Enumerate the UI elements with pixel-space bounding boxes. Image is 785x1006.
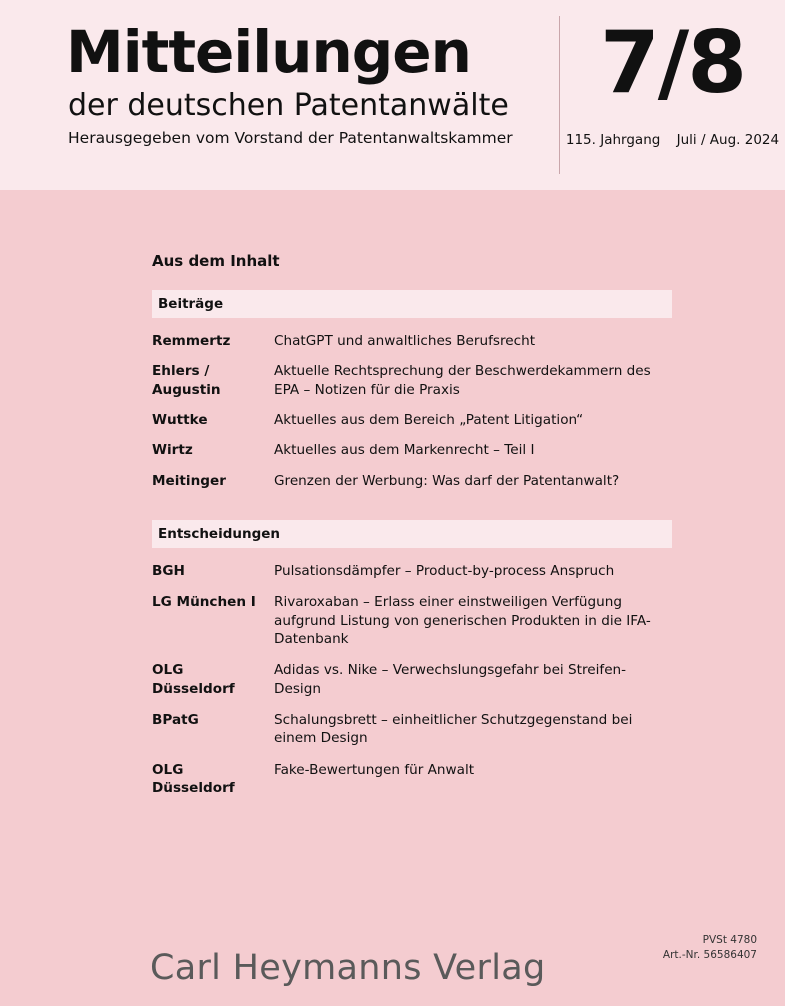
journal-publisher-line: Herausgegeben vom Vorstand der Patentanwaltskammer bbox=[68, 129, 513, 148]
entry-title: Aktuelle Rechtsprechung der Beschwerdekammern des EPA – Notizen für die Praxis bbox=[274, 363, 651, 398]
issue-volume: 115. Jahrgang bbox=[565, 132, 661, 148]
list-item bbox=[152, 411, 672, 429]
entry-author: Wirtz bbox=[152, 442, 193, 459]
contents-heading: Aus dem Inhalt bbox=[152, 252, 280, 270]
entries-entscheidungen bbox=[152, 562, 672, 797]
entry-title: Grenzen der Werbung: Was darf der Patentanwalt? bbox=[274, 472, 620, 489]
list-item bbox=[152, 362, 672, 399]
masthead bbox=[0, 0, 785, 190]
table-of-contents bbox=[152, 252, 672, 811]
footer-codes bbox=[663, 933, 757, 965]
entry-court: BGH bbox=[152, 563, 185, 580]
list-item bbox=[152, 441, 672, 459]
entry-title: Aktuelles aus dem Bereich „Patent Litigation“ bbox=[274, 412, 584, 429]
entry-title: ChatGPT und anwaltliches Berufsrecht bbox=[274, 333, 536, 349]
entry-author: Remmertz bbox=[152, 333, 231, 349]
article-number: Art.-Nr. 56586407 bbox=[662, 949, 757, 962]
entry-title: Fake-Bewertungen für Anwalt bbox=[274, 761, 475, 778]
issue-number: 7/8 bbox=[599, 13, 746, 113]
masthead-issue-block bbox=[560, 0, 785, 190]
entry-court: OLG Düsseldorf bbox=[152, 662, 235, 697]
list-item bbox=[152, 472, 672, 490]
publisher-name: Carl Heymanns Verlag bbox=[150, 948, 546, 988]
journal-title: Mitteilungen bbox=[66, 18, 471, 86]
section-band-entscheidungen: Entscheidungen bbox=[152, 520, 672, 548]
issue-meta bbox=[560, 132, 785, 148]
entry-author: Ehlers / Augustin bbox=[152, 363, 221, 398]
entry-title: Aktuelles aus dem Markenrecht – Teil I bbox=[274, 442, 535, 459]
entries-beitraege bbox=[152, 332, 672, 490]
entry-title: Rivaroxaban – Erlass einer einstweiligen Verfügung aufgrund Listung von generischen Produkten in die IFA-Datenbank bbox=[274, 594, 651, 648]
section-band-beitraege: Beiträge bbox=[152, 290, 672, 318]
entry-court: BPatG bbox=[152, 712, 199, 729]
list-item bbox=[152, 593, 672, 648]
entry-title: Pulsationsdämpfer – Product-by-process Anspruch bbox=[274, 563, 615, 580]
list-item bbox=[152, 661, 672, 698]
list-item bbox=[152, 332, 672, 350]
entry-title: Schalungsbrett – einheitlicher Schutzgegenstand bei einem Design bbox=[274, 712, 633, 747]
list-item bbox=[152, 761, 672, 798]
entry-court: LG München I bbox=[152, 594, 256, 611]
issue-date: Juli / Aug. 2024 bbox=[676, 132, 780, 148]
pvst-code: PVSt 4780 bbox=[702, 933, 757, 946]
entry-court: OLG Düsseldorf bbox=[152, 761, 235, 797]
entry-author: Wuttke bbox=[152, 412, 208, 429]
masthead-title-block bbox=[0, 0, 559, 190]
entry-author: Meitinger bbox=[152, 472, 226, 489]
list-item bbox=[152, 711, 672, 748]
journal-subtitle: der deutschen Patentanwälte bbox=[68, 87, 509, 123]
list-item bbox=[152, 562, 672, 580]
entry-title: Adidas vs. Nike – Verwechslungsgefahr bei Streifen-Design bbox=[274, 662, 627, 697]
